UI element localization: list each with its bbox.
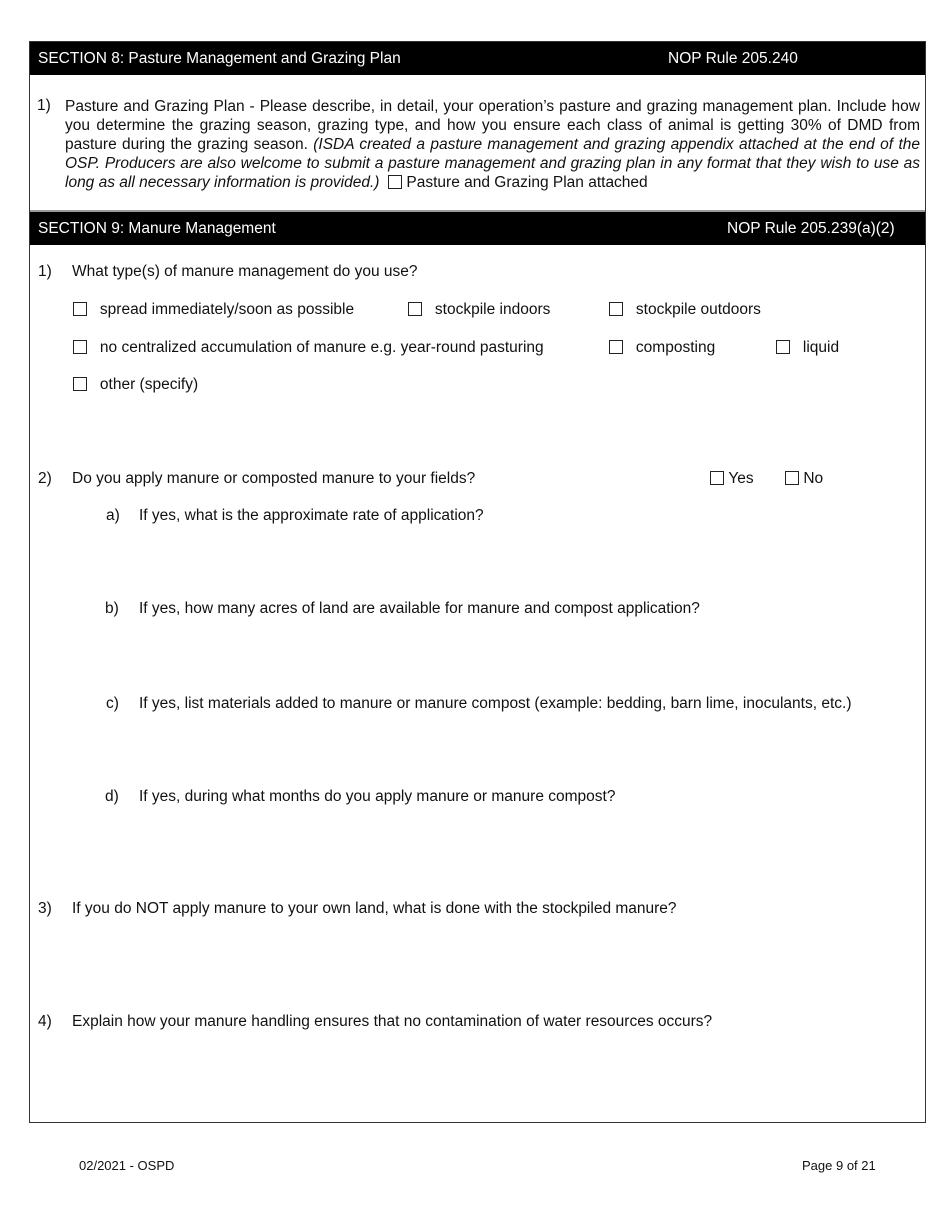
plan-attached-checkbox[interactable] bbox=[388, 175, 402, 189]
yes-checkbox[interactable] bbox=[710, 471, 724, 485]
stockpile-indoors-label: stockpile indoors bbox=[434, 301, 551, 318]
footer-date-code: 02/2021 - OSPD bbox=[79, 1158, 175, 1173]
spread-checkbox[interactable] bbox=[73, 302, 87, 316]
section-8-rule: NOP Rule 205.240 bbox=[668, 50, 798, 67]
option-stockpile-outdoors[interactable] bbox=[609, 301, 761, 319]
section-8-title: SECTION 8: Pasture Management and Grazing Plan bbox=[38, 50, 401, 67]
liquid-label: liquid bbox=[802, 339, 840, 356]
q3-text: If you do NOT apply manure to your own land, what is done with the stockpiled manure? bbox=[72, 900, 677, 917]
no-centralized-label: no centralized accumulation of manure e.g. year-round pasturing bbox=[99, 339, 544, 356]
q2-number: 2) bbox=[38, 470, 52, 487]
footer-page-number: Page 9 of 21 bbox=[802, 1158, 876, 1173]
q2b-text: If yes, how many acres of land are available for manure and compost application? bbox=[139, 600, 700, 617]
stockpile-outdoors-checkbox[interactable] bbox=[609, 302, 623, 316]
option-no-centralized[interactable] bbox=[73, 339, 544, 357]
no-centralized-checkbox[interactable] bbox=[73, 340, 87, 354]
q2c-label: c) bbox=[106, 695, 119, 712]
section-9-header bbox=[30, 212, 925, 245]
section-8-q1-text bbox=[65, 97, 920, 192]
q2a-label: a) bbox=[106, 507, 120, 524]
q2d-label: d) bbox=[105, 788, 119, 805]
q4-text: Explain how your manure handling ensures that no contamination of water resources occurs? bbox=[72, 1013, 713, 1030]
other-checkbox[interactable] bbox=[73, 377, 87, 391]
q2c-text: If yes, list materials added to manure or manure compost (example: bedding, barn lime, inoculants, etc.) bbox=[139, 695, 852, 712]
option-other[interactable] bbox=[73, 376, 198, 394]
q3-number: 3) bbox=[38, 900, 52, 917]
q2b-label: b) bbox=[105, 600, 119, 617]
option-spread[interactable] bbox=[73, 301, 354, 319]
composting-label: composting bbox=[635, 339, 716, 356]
yes-label: Yes bbox=[728, 470, 754, 487]
q2-text: Do you apply manure or composted manure to your fields? bbox=[72, 470, 476, 487]
section-9-title: SECTION 9: Manure Management bbox=[38, 220, 276, 237]
liquid-checkbox[interactable] bbox=[776, 340, 790, 354]
stockpile-outdoors-label: stockpile outdoors bbox=[635, 301, 761, 318]
other-label: other (specify) bbox=[99, 376, 199, 393]
section-8-q1-number: 1) bbox=[37, 97, 51, 114]
q2d-text: If yes, during what months do you apply manure or manure compost? bbox=[139, 788, 616, 805]
option-composting[interactable] bbox=[609, 339, 715, 357]
stockpile-indoors-checkbox[interactable] bbox=[408, 302, 422, 316]
option-stockpile-indoors[interactable] bbox=[408, 301, 550, 319]
q1-text: What type(s) of manure management do you use? bbox=[72, 263, 418, 280]
no-checkbox[interactable] bbox=[785, 471, 799, 485]
plan-attached-label: Pasture and Grazing Plan attached bbox=[406, 174, 648, 191]
option-liquid[interactable] bbox=[776, 339, 839, 357]
section-9-rule: NOP Rule 205.239(a)(2) bbox=[727, 220, 895, 237]
q1-number: 1) bbox=[38, 263, 52, 280]
q2-yes[interactable] bbox=[710, 470, 754, 488]
composting-checkbox[interactable] bbox=[609, 340, 623, 354]
q2-no[interactable] bbox=[785, 470, 823, 488]
section-8-q1-plain: Pasture and Grazing Plan - Please describe, in detail, your operation’s pasture and grazing management plan. Include how you determine the grazing season, grazing type, and how you ensure each class of animal is getting 30% of DMD from pasture during the grazing season. bbox=[65, 98, 920, 153]
q2a-text: If yes, what is the approximate rate of application? bbox=[139, 507, 484, 524]
no-label: No bbox=[803, 470, 824, 487]
section-8-q1-italic: (ISDA created a pasture management and grazing appendix attached at the end of the OSP. Producers are also welcome to submit a pasture management and grazing plan in any format that they wish to use as long as all necessary information is provided.) bbox=[65, 136, 920, 191]
form-frame bbox=[29, 41, 926, 1123]
section-8-header bbox=[30, 42, 925, 75]
q4-number: 4) bbox=[38, 1013, 52, 1030]
spread-label: spread immediately/soon as possible bbox=[99, 301, 355, 318]
